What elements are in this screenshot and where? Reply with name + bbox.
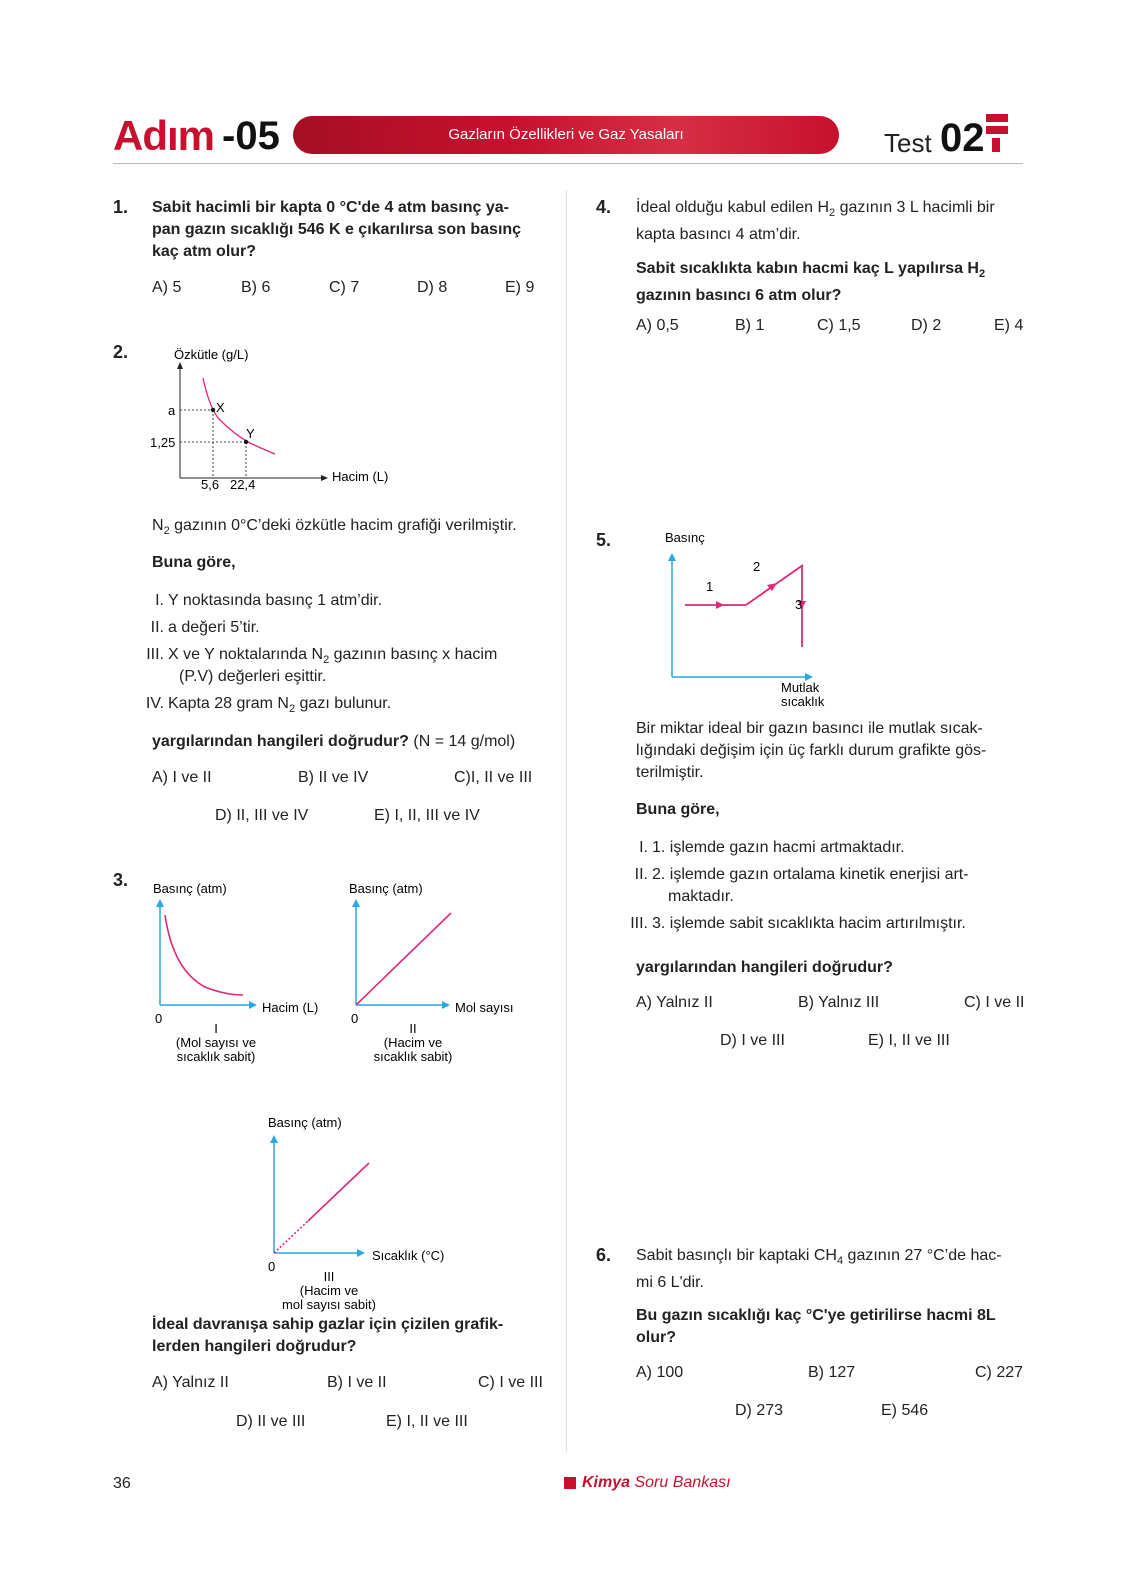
tick-5-6: 5,6 [201, 477, 220, 492]
option-c[interactable]: C) 7 [329, 279, 360, 296]
graph-xlabel: Hacim (L) [332, 469, 389, 484]
question-2-prompt: yargılarından hangileri doğrudur? (N = 14 g/mol) [152, 733, 516, 750]
option-c[interactable]: C) 1,5 [817, 317, 861, 334]
option-b[interactable]: B) 127 [808, 1364, 856, 1381]
text-line: terilmiştir. [636, 764, 704, 781]
option-d[interactable]: D) II, III ve IV [215, 807, 309, 824]
text-line: pan gazın sıcaklığı 546 K e çıkarılırsa son basınç [152, 221, 522, 238]
step-label: 1 [706, 579, 714, 594]
option-b[interactable]: B) 1 [735, 317, 765, 334]
statement-ii: II. 2. işlemde gazın ortalama kinetik enerjisi art- [634, 866, 969, 883]
text-line: Sabit hacimli bir kapta 0 °C'de 4 atm basınç ya- [152, 199, 509, 216]
graph-condition: (Mol sayısı ve [175, 1035, 257, 1050]
statement-iii: III. X ve Y noktalarında $N_2$ gazının basınç x hacim [146, 646, 498, 667]
graph-id: I [214, 1021, 218, 1036]
option-e[interactable]: E) I, II, III ve IV [374, 807, 480, 824]
option-a[interactable]: A) 100 [636, 1364, 684, 1381]
question-2-intro: $N_2$ gazının 0°C’deki özkütle hacim grafiği verilmiştir. [152, 517, 517, 538]
graph-ylabel: Basınç (atm) [268, 1115, 342, 1130]
question-number: 6. [596, 1245, 612, 1265]
statement-iii-cont: (P.V) değerleri eşittir. [179, 668, 327, 685]
brand-square-icon [564, 1477, 576, 1489]
option-d[interactable]: D) I ve III [720, 1032, 785, 1049]
arrow-right-icon [249, 1001, 257, 1009]
text-line: mi 6 L'dir. [636, 1274, 704, 1292]
page-number: 36 [113, 1475, 131, 1492]
option-e[interactable]: E) 9 [505, 279, 535, 296]
text-line: Sabit sıcaklıkta kabın hacmi kaç L yapılırsa $H_2$ [636, 260, 986, 281]
pressure-temperature-graph [650, 525, 880, 720]
graph-i [145, 875, 335, 1075]
graph-xlabel: sıcaklık [781, 694, 825, 709]
text-line: kaç atm olur? [152, 243, 257, 260]
option-d[interactable]: D) 8 [417, 279, 448, 296]
text-line: Sabit basınçlı bir kaptaki $CH_4$ gazının 27 °C’de hac- [636, 1247, 1002, 1268]
origin-label: 0 [155, 1011, 163, 1026]
step-label: 2 [753, 559, 761, 574]
header-rule [113, 163, 1023, 164]
graph-condition: (Hacim ve [299, 1283, 359, 1298]
test-number: 02 [940, 116, 985, 160]
graph-condition: sıcaklık sabit) [373, 1049, 453, 1064]
question-4-text [636, 197, 1026, 246]
graph-ylabel: Basınç (atm) [153, 881, 227, 896]
graph-xlabel: Hacim (L) [262, 1000, 319, 1015]
option-c[interactable]: C)I, II ve III [454, 769, 533, 786]
question-number: 3. [113, 870, 129, 890]
graph-xlabel: Sıcaklık (°C) [372, 1248, 445, 1263]
graph-ii [341, 875, 541, 1075]
point-x [211, 408, 215, 412]
option-b[interactable]: B) 6 [241, 279, 271, 296]
origin-label: 0 [268, 1259, 276, 1274]
graph-iii [258, 1109, 468, 1314]
option-c[interactable]: C) 227 [975, 1364, 1024, 1381]
option-e[interactable]: E) I, II ve III [868, 1032, 950, 1049]
option-c[interactable]: C) I ve II [964, 994, 1025, 1011]
statement-i: I. 1. işlemde gazın hacmi artmaktadır. [639, 839, 905, 856]
tick-1-25: 1,25 [150, 435, 176, 450]
option-b[interactable]: B) I ve II [327, 1374, 387, 1391]
option-e[interactable]: E) 4 [994, 317, 1024, 334]
tick-a: a [168, 403, 176, 418]
linear-line [308, 1163, 369, 1221]
question-number: 2. [113, 342, 129, 362]
page-title: Gazların Özellikleri ve Gaz Yasaları [448, 126, 684, 143]
statement-iii: III. 3. işlemde sabit sıcaklıkta hacim artırılmıştır. [630, 915, 966, 932]
graph-condition: mol sayısı sabit) [282, 1297, 376, 1312]
question-3-prompt [152, 1314, 537, 1358]
statement-ii: II. a değeri 5’tir. [150, 619, 260, 636]
text-line: gazının basıncı 6 atm olur? [636, 287, 842, 305]
arrow-up-icon [270, 1135, 278, 1143]
arrow-right-icon [321, 475, 328, 481]
brand-logo: Adım [113, 112, 214, 159]
arrow-right-icon [716, 601, 724, 609]
graph-condition: sıcaklık sabit) [176, 1049, 256, 1064]
footer-brand: Kimya Soru Bankası [582, 1474, 731, 1491]
text-line: Bu gazın sıcaklığı kaç °C'ye getirilirse hacmi 8L [636, 1307, 996, 1324]
question-5-text [636, 718, 1026, 784]
question-4-prompt [636, 258, 1026, 307]
question-5-lead: Buna göre, [636, 801, 720, 818]
question-number: 4. [596, 197, 612, 217]
option-d[interactable]: D) II ve III [236, 1413, 306, 1430]
option-c[interactable]: C) I ve III [478, 1374, 543, 1391]
question-6-text [636, 1245, 1026, 1294]
arrow-right-icon [357, 1249, 365, 1257]
question-6-prompt [636, 1305, 1026, 1349]
text-line: İdeal davranışa sahip gazlar için çizilen grafik- [152, 1316, 504, 1333]
step-number: -05 [222, 114, 280, 158]
text-line: lığındaki değişim için üç farklı durum grafikte gös- [636, 742, 987, 759]
option-a[interactable]: A) Yalnız II [152, 1374, 229, 1391]
text-line: olur? [636, 1329, 676, 1346]
density-curve [203, 378, 275, 454]
test-logo-icon [986, 114, 1012, 154]
arrow-right-icon [442, 1001, 450, 1009]
question-5-prompt: yargılarından hangileri doğrudur? [636, 959, 893, 976]
graph-ylabel: Basınç [665, 530, 705, 545]
option-a[interactable]: A) Yalnız II [636, 994, 713, 1011]
option-b[interactable]: B) Yalnız III [798, 994, 880, 1011]
text-line: kapta basıncı 4 atm’dir. [636, 226, 801, 244]
option-a[interactable]: A) 0,5 [636, 317, 679, 334]
question-2-lead: Buna göre, [152, 554, 236, 571]
option-a[interactable]: A) I ve II [152, 769, 212, 786]
column-divider [566, 190, 567, 1452]
text-line: İdeal olduğu kabul edilen $H_2$ gazının 3 L hacimli bir [636, 199, 995, 220]
graph-condition: (Hacim ve [383, 1035, 443, 1050]
graph-xlabel: Mol sayısı [455, 1000, 514, 1015]
option-b[interactable]: B) II ve IV [298, 769, 369, 786]
arrow-up-icon [668, 553, 676, 561]
arrow-up-icon [177, 362, 183, 369]
origin-label: 0 [351, 1011, 359, 1026]
option-e[interactable]: E) 546 [881, 1402, 929, 1419]
question-number: 1. [113, 197, 129, 217]
graph-id: II [409, 1021, 417, 1036]
extrapolated-line [274, 1221, 308, 1253]
graph-ylabel: Özkütle (g/L) [174, 347, 249, 362]
graph-id: III [323, 1269, 335, 1284]
question-1-text [152, 197, 537, 263]
label-y: Y [246, 426, 255, 441]
option-d[interactable]: D) 273 [735, 1402, 784, 1419]
graph-ylabel: Basınç (atm) [349, 881, 423, 896]
option-e[interactable]: E) I, II ve III [386, 1413, 468, 1430]
text-line: Bir miktar ideal bir gazın basıncı ile mutlak sıcak- [636, 720, 983, 737]
text-line: lerden hangileri doğrudur? [152, 1338, 357, 1355]
density-volume-graph [140, 340, 410, 500]
arrow-up-icon [156, 899, 164, 907]
statement-iv: IV. Kapta 28 gram $N_2$ gazı bulunur. [145, 695, 392, 716]
step-label: 3 [795, 597, 803, 612]
graph-xlabel: Mutlak [781, 680, 820, 695]
label-x: X [216, 400, 225, 415]
linear-line [356, 913, 451, 1005]
statement-ii-cont: maktadır. [668, 888, 734, 905]
test-label: Test [884, 128, 932, 158]
question-number: 5. [596, 530, 612, 550]
statement-i: I. Y noktasında basınç 1 atm’dir. [155, 592, 383, 609]
tick-22-4: 22,4 [230, 477, 256, 492]
option-a[interactable]: A) 5 [152, 279, 182, 296]
option-d[interactable]: D) 2 [911, 317, 942, 334]
boyle-curve [165, 915, 243, 995]
arrow-up-icon [352, 899, 360, 907]
